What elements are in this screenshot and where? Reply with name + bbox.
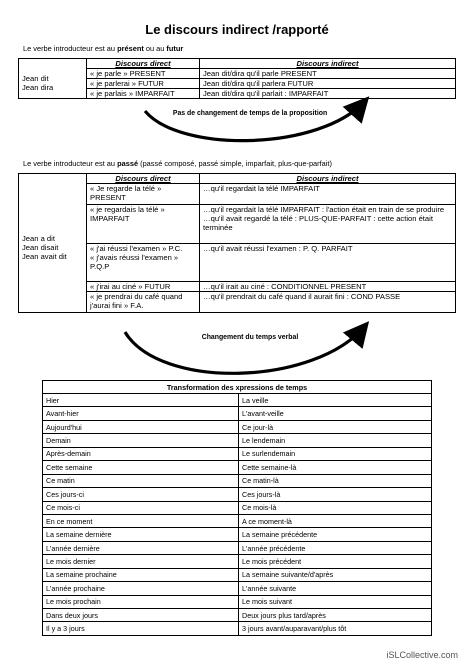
direct-cell: « Je regarde la télé » PRESENT (87, 184, 200, 205)
expression-direct: Le mois dernier (43, 555, 239, 568)
direct-cell: « je parlais » IMPARFAIT (87, 89, 200, 99)
section2-intro (23, 159, 332, 168)
page-title: Le discours indirect /rapporté (145, 22, 329, 37)
expression-direct: Avant-hier (43, 407, 239, 420)
expression-indirect: Deux jours plus tard/après (239, 609, 432, 622)
expression-indirect: Cette semaine-là (239, 461, 432, 474)
intro-text: Le verbe introducteur est au (23, 44, 118, 53)
expression-indirect: Le mois suivant (239, 595, 432, 608)
indirect-cell: …qu'il prendrait du café quand il aurait fini : COND PASSE (200, 292, 456, 313)
table-time-expressions (42, 380, 432, 636)
expression-direct: Aujourd'hui (43, 420, 239, 433)
intro-bold-present: présent (117, 44, 144, 53)
expression-indirect: L'avant-veille (239, 407, 432, 420)
table-row (43, 501, 432, 514)
expression-indirect: Ce jour-là (239, 420, 432, 433)
table-row (43, 514, 432, 527)
subject-line: Jean dit (22, 74, 49, 84)
expression-direct: Hier (43, 394, 239, 407)
table-header-row (43, 381, 432, 394)
table-row (43, 568, 432, 581)
table-row (43, 541, 432, 554)
subject-cell (19, 69, 87, 99)
time-table-body (43, 394, 432, 636)
intro-text: ou au (143, 44, 167, 53)
table-row (43, 555, 432, 568)
header-direct: Discours direct (87, 59, 200, 69)
subject-line: Jean avait dit (22, 252, 67, 262)
curved-arrow-icon (140, 93, 375, 145)
table-row (43, 394, 432, 407)
direct-cell: « je prendrai du café quand j'aurai fini » F.A. (87, 292, 200, 313)
expression-indirect: Le lendemain (239, 434, 432, 447)
expression-direct: En ce moment (43, 514, 239, 527)
expression-indirect: Le mois précédent (239, 555, 432, 568)
indirect-cell: …qu'il regardait la télé IMPARFAIT (200, 184, 456, 205)
subject-line: Jean disait (22, 243, 59, 253)
header-indirect: Discours indirect (200, 174, 456, 184)
expression-indirect: La semaine suivante/d'après (239, 568, 432, 581)
table-row (43, 528, 432, 541)
indirect-cell: …qu'il irait au ciné : CONDITIONNEL PRESENT (200, 282, 456, 292)
expression-indirect: Ces jours-là (239, 488, 432, 501)
table-row (43, 488, 432, 501)
expression-indirect: Le surlendemain (239, 447, 432, 460)
table-header-row (19, 59, 456, 69)
table-row (43, 622, 432, 635)
empty-cell (19, 174, 87, 184)
table-row (43, 407, 432, 420)
expression-direct: La semaine prochaine (43, 568, 239, 581)
expression-indirect: Ce matin-là (239, 474, 432, 487)
expression-direct: Ce matin (43, 474, 239, 487)
expression-direct: Le mois prochain (43, 595, 239, 608)
expression-indirect: Ce mois-là (239, 501, 432, 514)
table-row (43, 447, 432, 460)
indirect-cell: Jean dit/dira qu'il parlait : IMPARFAIT (200, 89, 456, 99)
expression-indirect: A ce moment-là (239, 514, 432, 527)
expression-direct: Demain (43, 434, 239, 447)
expression-direct: Cette semaine (43, 461, 239, 474)
header-direct: Discours direct (87, 174, 200, 184)
expression-indirect: L'année précédente (239, 541, 432, 554)
table-header-row (19, 174, 456, 184)
expression-direct: Après-demain (43, 447, 239, 460)
expression-direct: L'année dernière (43, 541, 239, 554)
empty-cell (19, 59, 87, 69)
direct-cell: « j'irai au ciné » FUTUR (87, 282, 200, 292)
header-indirect: Discours indirect (200, 59, 456, 69)
expression-direct: Il y a 3 jours (43, 622, 239, 635)
intro-bold-passe: passé (117, 159, 139, 168)
table-passe (18, 173, 456, 313)
expression-indirect: La veille (239, 394, 432, 407)
intro-bold-futur: futur (166, 44, 184, 53)
indirect-cell: …qu'il avait réussi l'examen : P. Q. PARFAIT (200, 244, 456, 282)
expression-indirect: L'année suivante (239, 582, 432, 595)
table-row (43, 582, 432, 595)
intro-text: (passé composé, passé simple, imparfait, plus-que-parfait) (138, 159, 332, 168)
table-row (19, 184, 456, 205)
curved-arrow-icon (120, 320, 375, 378)
table-row (43, 595, 432, 608)
direct-cell: « j'ai réussi l'examen » P.C. « j'avais réussi l'examen » P.Q.P (87, 244, 200, 282)
caption-change: Changement du temps verbal (201, 334, 299, 341)
footer-watermark: iSLCollective.com (386, 650, 458, 660)
subject-line: Jean a dit (22, 234, 55, 244)
direct-cell: « je regardais la télé » IMPARFAIT (87, 205, 200, 244)
subject-line: Jean dira (22, 83, 54, 93)
table-row (43, 461, 432, 474)
direct-cell: « je parle » PRESENT (87, 69, 200, 79)
section1-intro (23, 44, 183, 53)
indirect-cell: Jean dit/dira qu'il parlera FUTUR (200, 79, 456, 89)
caption-no-change: Pas de changement de temps de la proposition (172, 110, 328, 117)
direct-cell: « je parlerai » FUTUR (87, 79, 200, 89)
subject-cell (19, 184, 87, 313)
time-table-title: Transformation des xpressions de temps (43, 381, 432, 394)
expression-indirect: 3 jours avant/auparavant/plus tôt (239, 622, 432, 635)
table-row (43, 474, 432, 487)
expression-direct: Dans deux jours (43, 609, 239, 622)
table-row (43, 609, 432, 622)
table-row (43, 434, 432, 447)
intro-text: Le verbe introducteur est au (23, 159, 118, 168)
table-row (43, 420, 432, 433)
expression-indirect: La semaine précédente (239, 528, 432, 541)
indirect-cell: …qu'il regardait la télé IMPARFAIT : l'action était en train de se produire …qu'il avait regardé la télé : PLUS-QUE-PARFAIT : cette action était terminée (200, 205, 456, 244)
expression-direct: L'année prochaine (43, 582, 239, 595)
table-row (19, 69, 456, 79)
expression-direct: Ces jours-ci (43, 488, 239, 501)
indirect-cell: Jean dit/dira qu'il parle PRESENT (200, 69, 456, 79)
expression-direct: Ce mois-ci (43, 501, 239, 514)
expression-direct: La semaine dernière (43, 528, 239, 541)
